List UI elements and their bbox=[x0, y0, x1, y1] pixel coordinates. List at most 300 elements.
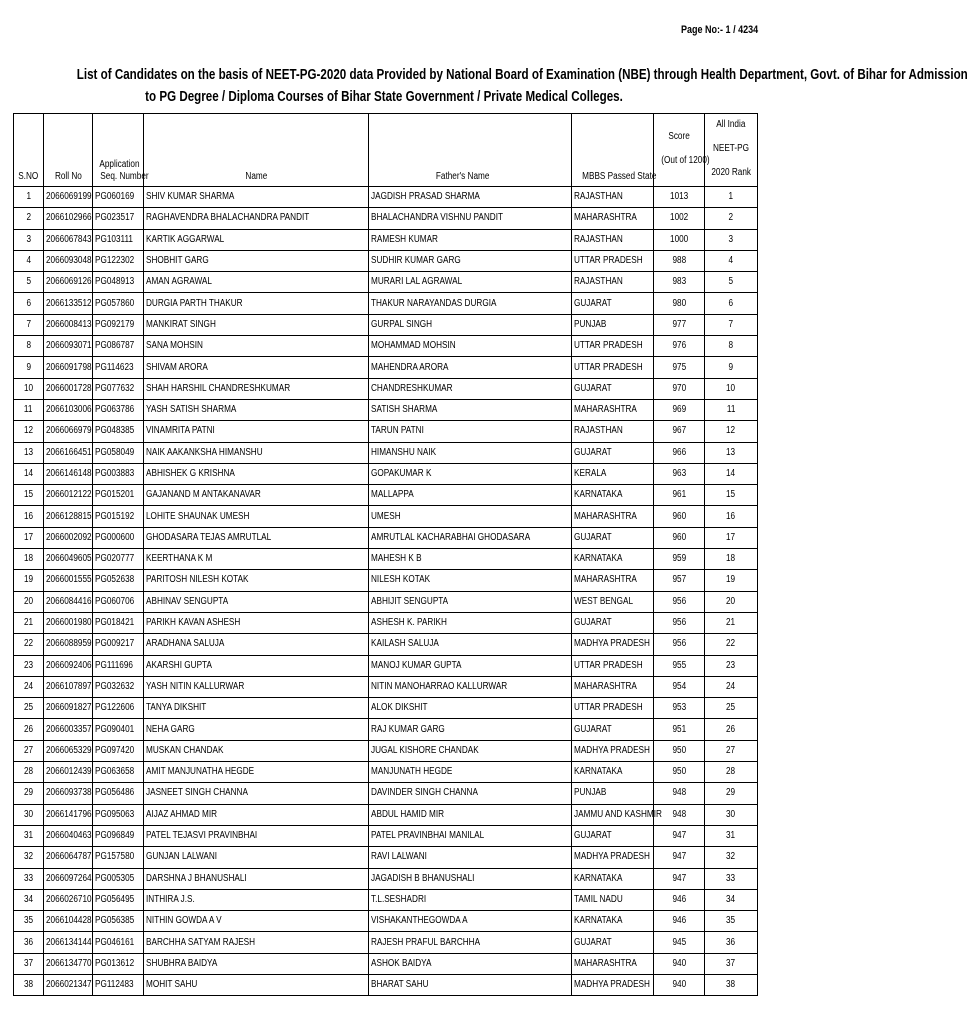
cell-roll-no: 2066093048 bbox=[44, 250, 93, 271]
cell-father-name: TARUN PATNI bbox=[369, 421, 572, 442]
cell-rank: 6 bbox=[705, 293, 758, 314]
table-row bbox=[14, 250, 758, 271]
cell-rank: 38 bbox=[705, 974, 758, 995]
cell-sno: 9 bbox=[14, 357, 44, 378]
cell-application-seq: PG048385 bbox=[93, 421, 144, 442]
cell-score: 956 bbox=[654, 612, 705, 633]
cell-application-seq: PG046161 bbox=[93, 932, 144, 953]
header-application-seq: Application Seq. Number bbox=[93, 114, 144, 187]
cell-score: 1002 bbox=[654, 208, 705, 229]
cell-sno: 20 bbox=[14, 591, 44, 612]
cell-rank: 28 bbox=[705, 762, 758, 783]
table-row bbox=[14, 399, 758, 420]
cell-application-seq: PG023517 bbox=[93, 208, 144, 229]
cell-mbbs-state: UTTAR PRADESH bbox=[572, 336, 654, 357]
cell-score: 951 bbox=[654, 719, 705, 740]
cell-rank: 3 bbox=[705, 229, 758, 250]
cell-father-name: JUGAL KISHORE CHANDAK bbox=[369, 740, 572, 761]
cell-father-name: GOPAKUMAR K bbox=[369, 463, 572, 484]
cell-roll-no: 2066026710 bbox=[44, 889, 93, 910]
cell-name: SANA MOHSIN bbox=[144, 336, 369, 357]
cell-application-seq: PG063658 bbox=[93, 762, 144, 783]
cell-application-seq: PG060169 bbox=[93, 187, 144, 208]
cell-father-name: BHALACHANDRA VISHNU PANDIT bbox=[369, 208, 572, 229]
table-row bbox=[14, 527, 758, 548]
cell-mbbs-state: GUJARAT bbox=[572, 378, 654, 399]
cell-roll-no: 2066102966 bbox=[44, 208, 93, 229]
cell-roll-no: 2066104428 bbox=[44, 911, 93, 932]
cell-sno: 22 bbox=[14, 634, 44, 655]
cell-father-name: RAVI LALWANI bbox=[369, 847, 572, 868]
cell-rank: 9 bbox=[705, 357, 758, 378]
cell-rank: 37 bbox=[705, 953, 758, 974]
cell-sno: 2 bbox=[14, 208, 44, 229]
cell-roll-no: 2066001555 bbox=[44, 570, 93, 591]
cell-score: 983 bbox=[654, 272, 705, 293]
cell-score: 947 bbox=[654, 868, 705, 889]
cell-mbbs-state: RAJASTHAN bbox=[572, 187, 654, 208]
cell-rank: 1 bbox=[705, 187, 758, 208]
cell-name: YASH NITIN KALLURWAR bbox=[144, 676, 369, 697]
cell-sno: 13 bbox=[14, 442, 44, 463]
cell-roll-no: 2066091827 bbox=[44, 698, 93, 719]
cell-application-seq: PG056486 bbox=[93, 783, 144, 804]
header-roll-no: Roll No bbox=[44, 114, 93, 187]
cell-application-seq: PG005305 bbox=[93, 868, 144, 889]
cell-rank: 15 bbox=[705, 485, 758, 506]
cell-application-seq: PG060706 bbox=[93, 591, 144, 612]
cell-application-seq: PG112483 bbox=[93, 974, 144, 995]
table-row bbox=[14, 570, 758, 591]
cell-score: 969 bbox=[654, 399, 705, 420]
table-row bbox=[14, 208, 758, 229]
cell-application-seq: PG018421 bbox=[93, 612, 144, 633]
cell-score: 956 bbox=[654, 591, 705, 612]
cell-mbbs-state: PUNJAB bbox=[572, 783, 654, 804]
cell-name: AIJAZ AHMAD MIR bbox=[144, 804, 369, 825]
cell-roll-no: 2066012439 bbox=[44, 762, 93, 783]
cell-sno: 37 bbox=[14, 953, 44, 974]
cell-mbbs-state: MAHARASHTRA bbox=[572, 506, 654, 527]
cell-father-name: NILESH KOTAK bbox=[369, 570, 572, 591]
cell-score: 975 bbox=[654, 357, 705, 378]
cell-sno: 27 bbox=[14, 740, 44, 761]
cell-score: 947 bbox=[654, 847, 705, 868]
cell-roll-no: 2066134770 bbox=[44, 953, 93, 974]
cell-name: JASNEET SINGH CHANNA bbox=[144, 783, 369, 804]
cell-sno: 28 bbox=[14, 762, 44, 783]
cell-sno: 35 bbox=[14, 911, 44, 932]
header-mbbs-state: MBBS Passed State bbox=[572, 114, 654, 187]
cell-father-name: MOHAMMAD MOHSIN bbox=[369, 336, 572, 357]
cell-sno: 14 bbox=[14, 463, 44, 484]
cell-score: 977 bbox=[654, 314, 705, 335]
cell-application-seq: PG086787 bbox=[93, 336, 144, 357]
cell-father-name: ASHOK BAIDYA bbox=[369, 953, 572, 974]
cell-rank: 22 bbox=[705, 634, 758, 655]
cell-score: 967 bbox=[654, 421, 705, 442]
cell-application-seq: PG052638 bbox=[93, 570, 144, 591]
cell-rank: 4 bbox=[705, 250, 758, 271]
cell-name: KARTIK AGGARWAL bbox=[144, 229, 369, 250]
cell-roll-no: 2066021347 bbox=[44, 974, 93, 995]
cell-roll-no: 2066002092 bbox=[44, 527, 93, 548]
cell-score: 976 bbox=[654, 336, 705, 357]
cell-application-seq: PG015192 bbox=[93, 506, 144, 527]
cell-application-seq: PG077632 bbox=[93, 378, 144, 399]
cell-father-name: JAGADISH B BHANUSHALI bbox=[369, 868, 572, 889]
cell-roll-no: 2066084416 bbox=[44, 591, 93, 612]
table-row bbox=[14, 719, 758, 740]
cell-sno: 38 bbox=[14, 974, 44, 995]
table-row bbox=[14, 506, 758, 527]
cell-sno: 18 bbox=[14, 549, 44, 570]
table-row bbox=[14, 698, 758, 719]
cell-name: DURGIA PARTH THAKUR bbox=[144, 293, 369, 314]
header-all-india-rank: All India NEET-PG 2020 Rank bbox=[705, 114, 758, 187]
cell-father-name: THAKUR NARAYANDAS DURGIA bbox=[369, 293, 572, 314]
cell-rank: 18 bbox=[705, 549, 758, 570]
cell-father-name: CHANDRESHKUMAR bbox=[369, 378, 572, 399]
cell-mbbs-state: MADHYA PRADESH bbox=[572, 740, 654, 761]
table-row bbox=[14, 357, 758, 378]
cell-sno: 36 bbox=[14, 932, 44, 953]
cell-score: 970 bbox=[654, 378, 705, 399]
cell-roll-no: 2066067843 bbox=[44, 229, 93, 250]
cell-sno: 32 bbox=[14, 847, 44, 868]
cell-roll-no: 2066134144 bbox=[44, 932, 93, 953]
cell-application-seq: PG057860 bbox=[93, 293, 144, 314]
cell-roll-no: 2066088959 bbox=[44, 634, 93, 655]
cell-name: MUSKAN CHANDAK bbox=[144, 740, 369, 761]
cell-name: SHIV KUMAR SHARMA bbox=[144, 187, 369, 208]
cell-application-seq: PG122302 bbox=[93, 250, 144, 271]
cell-father-name: BHARAT SAHU bbox=[369, 974, 572, 995]
cell-application-seq: PG058049 bbox=[93, 442, 144, 463]
table-row bbox=[14, 953, 758, 974]
cell-name: NITHIN GOWDA A V bbox=[144, 911, 369, 932]
table-row bbox=[14, 655, 758, 676]
cell-sno: 1 bbox=[14, 187, 44, 208]
cell-name: SHIVAM ARORA bbox=[144, 357, 369, 378]
cell-father-name: AMRUTLAL KACHARABHAI GHODASARA bbox=[369, 527, 572, 548]
cell-mbbs-state: GUJARAT bbox=[572, 932, 654, 953]
cell-score: 948 bbox=[654, 783, 705, 804]
table-row bbox=[14, 442, 758, 463]
cell-roll-no: 2066097264 bbox=[44, 868, 93, 889]
cell-score: 940 bbox=[654, 974, 705, 995]
cell-mbbs-state: MAHARASHTRA bbox=[572, 208, 654, 229]
candidate-table bbox=[13, 113, 758, 996]
cell-score: 1013 bbox=[654, 187, 705, 208]
cell-application-seq: PG020777 bbox=[93, 549, 144, 570]
table-row bbox=[14, 229, 758, 250]
cell-mbbs-state: RAJASTHAN bbox=[572, 229, 654, 250]
cell-sno: 25 bbox=[14, 698, 44, 719]
cell-score: 961 bbox=[654, 485, 705, 506]
cell-rank: 5 bbox=[705, 272, 758, 293]
cell-sno: 23 bbox=[14, 655, 44, 676]
cell-rank: 21 bbox=[705, 612, 758, 633]
cell-father-name: ALOK DIKSHIT bbox=[369, 698, 572, 719]
cell-mbbs-state: MADHYA PRADESH bbox=[572, 847, 654, 868]
cell-mbbs-state: KARNATAKA bbox=[572, 868, 654, 889]
cell-name: YASH SATISH SHARMA bbox=[144, 399, 369, 420]
cell-mbbs-state: GUJARAT bbox=[572, 293, 654, 314]
cell-roll-no: 2066066979 bbox=[44, 421, 93, 442]
cell-application-seq: PG032632 bbox=[93, 676, 144, 697]
cell-rank: 32 bbox=[705, 847, 758, 868]
cell-rank: 19 bbox=[705, 570, 758, 591]
cell-sno: 4 bbox=[14, 250, 44, 271]
cell-mbbs-state: UTTAR PRADESH bbox=[572, 250, 654, 271]
table-row bbox=[14, 911, 758, 932]
header-name: Name bbox=[144, 114, 369, 187]
cell-mbbs-state: UTTAR PRADESH bbox=[572, 357, 654, 378]
cell-rank: 30 bbox=[705, 804, 758, 825]
cell-father-name: T.L.SESHADRI bbox=[369, 889, 572, 910]
cell-application-seq: PG048913 bbox=[93, 272, 144, 293]
cell-name: SHOBHIT GARG bbox=[144, 250, 369, 271]
cell-sno: 34 bbox=[14, 889, 44, 910]
cell-mbbs-state: GUJARAT bbox=[572, 719, 654, 740]
cell-rank: 2 bbox=[705, 208, 758, 229]
cell-score: 948 bbox=[654, 804, 705, 825]
cell-mbbs-state: MAHARASHTRA bbox=[572, 399, 654, 420]
cell-score: 966 bbox=[654, 442, 705, 463]
cell-mbbs-state: TAMIL NADU bbox=[572, 889, 654, 910]
cell-mbbs-state: JAMMU AND KASHMIR bbox=[572, 804, 654, 825]
cell-rank: 7 bbox=[705, 314, 758, 335]
cell-father-name: ASHESH K. PARIKH bbox=[369, 612, 572, 633]
cell-rank: 11 bbox=[705, 399, 758, 420]
cell-father-name: MANOJ KUMAR GUPTA bbox=[369, 655, 572, 676]
cell-score: 963 bbox=[654, 463, 705, 484]
cell-sno: 6 bbox=[14, 293, 44, 314]
cell-sno: 3 bbox=[14, 229, 44, 250]
table-row bbox=[14, 591, 758, 612]
cell-score: 946 bbox=[654, 911, 705, 932]
cell-mbbs-state: MADHYA PRADESH bbox=[572, 974, 654, 995]
cell-roll-no: 2066107897 bbox=[44, 676, 93, 697]
cell-mbbs-state: RAJASTHAN bbox=[572, 421, 654, 442]
cell-application-seq: PG157580 bbox=[93, 847, 144, 868]
cell-score: 940 bbox=[654, 953, 705, 974]
cell-rank: 31 bbox=[705, 825, 758, 846]
cell-score: 956 bbox=[654, 634, 705, 655]
cell-name: NAIK AAKANKSHA HIMANSHU bbox=[144, 442, 369, 463]
cell-rank: 23 bbox=[705, 655, 758, 676]
cell-rank: 16 bbox=[705, 506, 758, 527]
cell-roll-no: 2066093071 bbox=[44, 336, 93, 357]
cell-father-name: NITIN MANOHARRAO KALLURWAR bbox=[369, 676, 572, 697]
cell-sno: 30 bbox=[14, 804, 44, 825]
cell-roll-no: 2066141796 bbox=[44, 804, 93, 825]
cell-father-name: RAJ KUMAR GARG bbox=[369, 719, 572, 740]
cell-roll-no: 2066012122 bbox=[44, 485, 93, 506]
cell-application-seq: PG000600 bbox=[93, 527, 144, 548]
cell-mbbs-state: KARNATAKA bbox=[572, 911, 654, 932]
cell-father-name: SATISH SHARMA bbox=[369, 399, 572, 420]
cell-father-name: ABHIJIT SENGUPTA bbox=[369, 591, 572, 612]
cell-father-name: MAHENDRA ARORA bbox=[369, 357, 572, 378]
cell-sno: 12 bbox=[14, 421, 44, 442]
cell-mbbs-state: KERALA bbox=[572, 463, 654, 484]
cell-mbbs-state: KARNATAKA bbox=[572, 485, 654, 506]
cell-sno: 33 bbox=[14, 868, 44, 889]
cell-roll-no: 2066064787 bbox=[44, 847, 93, 868]
table-row bbox=[14, 825, 758, 846]
cell-rank: 13 bbox=[705, 442, 758, 463]
cell-sno: 10 bbox=[14, 378, 44, 399]
table-row bbox=[14, 974, 758, 995]
page-number: Page No:- 1 / 4234 bbox=[680, 24, 758, 36]
cell-name: AKARSHI GUPTA bbox=[144, 655, 369, 676]
cell-application-seq: PG056495 bbox=[93, 889, 144, 910]
cell-application-seq: PG009217 bbox=[93, 634, 144, 655]
cell-mbbs-state: GUJARAT bbox=[572, 527, 654, 548]
cell-application-seq: PG114623 bbox=[93, 357, 144, 378]
document-title bbox=[0, 64, 968, 108]
cell-sno: 29 bbox=[14, 783, 44, 804]
cell-roll-no: 2066092406 bbox=[44, 655, 93, 676]
cell-father-name: VISHAKANTHEGOWDA A bbox=[369, 911, 572, 932]
cell-name: ABHISHEK G KRISHNA bbox=[144, 463, 369, 484]
header-sno: S.NO bbox=[14, 114, 44, 187]
cell-name: BARCHHA SATYAM RAJESH bbox=[144, 932, 369, 953]
cell-application-seq: PG013612 bbox=[93, 953, 144, 974]
cell-roll-no: 2066146148 bbox=[44, 463, 93, 484]
cell-mbbs-state: KARNATAKA bbox=[572, 762, 654, 783]
cell-father-name: PATEL PRAVINBHAI MANILAL bbox=[369, 825, 572, 846]
cell-application-seq: PG056385 bbox=[93, 911, 144, 932]
cell-name: GHODASARA TEJAS AMRUTLAL bbox=[144, 527, 369, 548]
cell-father-name: MANJUNATH HEGDE bbox=[369, 762, 572, 783]
table-row bbox=[14, 314, 758, 335]
table-row bbox=[14, 378, 758, 399]
cell-score: 959 bbox=[654, 549, 705, 570]
cell-rank: 25 bbox=[705, 698, 758, 719]
cell-application-seq: PG122606 bbox=[93, 698, 144, 719]
cell-sno: 11 bbox=[14, 399, 44, 420]
cell-father-name: MAHESH K B bbox=[369, 549, 572, 570]
cell-mbbs-state: GUJARAT bbox=[572, 612, 654, 633]
header-score: Score (Out of 1200) bbox=[654, 114, 705, 187]
cell-name: PARIKH KAVAN ASHESH bbox=[144, 612, 369, 633]
cell-rank: 27 bbox=[705, 740, 758, 761]
cell-application-seq: PG111696 bbox=[93, 655, 144, 676]
table-row bbox=[14, 634, 758, 655]
table-row bbox=[14, 272, 758, 293]
cell-name: SHUBHRA BAIDYA bbox=[144, 953, 369, 974]
cell-father-name: MURARI LAL AGRAWAL bbox=[369, 272, 572, 293]
cell-name: AMIT MANJUNATHA HEGDE bbox=[144, 762, 369, 783]
cell-rank: 26 bbox=[705, 719, 758, 740]
cell-score: 953 bbox=[654, 698, 705, 719]
table-row bbox=[14, 868, 758, 889]
cell-sno: 17 bbox=[14, 527, 44, 548]
cell-mbbs-state: GUJARAT bbox=[572, 442, 654, 463]
cell-mbbs-state: PUNJAB bbox=[572, 314, 654, 335]
cell-score: 954 bbox=[654, 676, 705, 697]
cell-roll-no: 2066093738 bbox=[44, 783, 93, 804]
cell-rank: 17 bbox=[705, 527, 758, 548]
table-row bbox=[14, 485, 758, 506]
cell-name: ARADHANA SALUJA bbox=[144, 634, 369, 655]
cell-name: AMAN AGRAWAL bbox=[144, 272, 369, 293]
cell-roll-no: 2066008413 bbox=[44, 314, 93, 335]
cell-father-name: SUDHIR KUMAR GARG bbox=[369, 250, 572, 271]
cell-sno: 15 bbox=[14, 485, 44, 506]
cell-score: 950 bbox=[654, 762, 705, 783]
cell-father-name: JAGDISH PRASAD SHARMA bbox=[369, 187, 572, 208]
cell-name: NEHA GARG bbox=[144, 719, 369, 740]
table-row bbox=[14, 421, 758, 442]
cell-mbbs-state: GUJARAT bbox=[572, 825, 654, 846]
cell-name: RAGHAVENDRA BHALACHANDRA PANDIT bbox=[144, 208, 369, 229]
cell-father-name: ABDUL HAMID MIR bbox=[369, 804, 572, 825]
cell-score: 947 bbox=[654, 825, 705, 846]
cell-rank: 8 bbox=[705, 336, 758, 357]
cell-application-seq: PG096849 bbox=[93, 825, 144, 846]
cell-name: DARSHNA J BHANUSHALI bbox=[144, 868, 369, 889]
cell-application-seq: PG097420 bbox=[93, 740, 144, 761]
cell-rank: 29 bbox=[705, 783, 758, 804]
cell-mbbs-state: MAHARASHTRA bbox=[572, 570, 654, 591]
cell-score: 957 bbox=[654, 570, 705, 591]
table-row bbox=[14, 762, 758, 783]
cell-father-name: RAMESH KUMAR bbox=[369, 229, 572, 250]
cell-roll-no: 2066091798 bbox=[44, 357, 93, 378]
cell-application-seq: PG063786 bbox=[93, 399, 144, 420]
header-father-name: Father's Name bbox=[369, 114, 572, 187]
cell-father-name: KAILASH SALUJA bbox=[369, 634, 572, 655]
table-row bbox=[14, 804, 758, 825]
cell-rank: 35 bbox=[705, 911, 758, 932]
cell-mbbs-state: UTTAR PRADESH bbox=[572, 655, 654, 676]
title-line-1: List of Candidates on the basis of NEET-PG-2020 data Provided by National Board of Examination (NBE) through Health Department, Govt. of Bihar for Admission bbox=[76, 67, 968, 83]
cell-name: LOHITE SHAUNAK UMESH bbox=[144, 506, 369, 527]
cell-roll-no: 2066133512 bbox=[44, 293, 93, 314]
cell-sno: 26 bbox=[14, 719, 44, 740]
cell-roll-no: 2066040463 bbox=[44, 825, 93, 846]
cell-name: SHAH HARSHIL CHANDRESHKUMAR bbox=[144, 378, 369, 399]
cell-score: 960 bbox=[654, 527, 705, 548]
cell-name: MOHIT SAHU bbox=[144, 974, 369, 995]
table-row bbox=[14, 783, 758, 804]
cell-name: MANKIRAT SINGH bbox=[144, 314, 369, 335]
cell-roll-no: 2066166451 bbox=[44, 442, 93, 463]
cell-mbbs-state: UTTAR PRADESH bbox=[572, 698, 654, 719]
cell-sno: 5 bbox=[14, 272, 44, 293]
cell-score: 1000 bbox=[654, 229, 705, 250]
cell-application-seq: PG092179 bbox=[93, 314, 144, 335]
table-row bbox=[14, 889, 758, 910]
cell-father-name: MALLAPPA bbox=[369, 485, 572, 506]
cell-rank: 33 bbox=[705, 868, 758, 889]
table-row bbox=[14, 187, 758, 208]
table-row bbox=[14, 847, 758, 868]
cell-score: 980 bbox=[654, 293, 705, 314]
cell-mbbs-state: WEST BENGAL bbox=[572, 591, 654, 612]
table-row bbox=[14, 463, 758, 484]
cell-score: 945 bbox=[654, 932, 705, 953]
cell-father-name: GURPAL SINGH bbox=[369, 314, 572, 335]
cell-sno: 19 bbox=[14, 570, 44, 591]
cell-roll-no: 2066069199 bbox=[44, 187, 93, 208]
cell-sno: 24 bbox=[14, 676, 44, 697]
cell-mbbs-state: RAJASTHAN bbox=[572, 272, 654, 293]
